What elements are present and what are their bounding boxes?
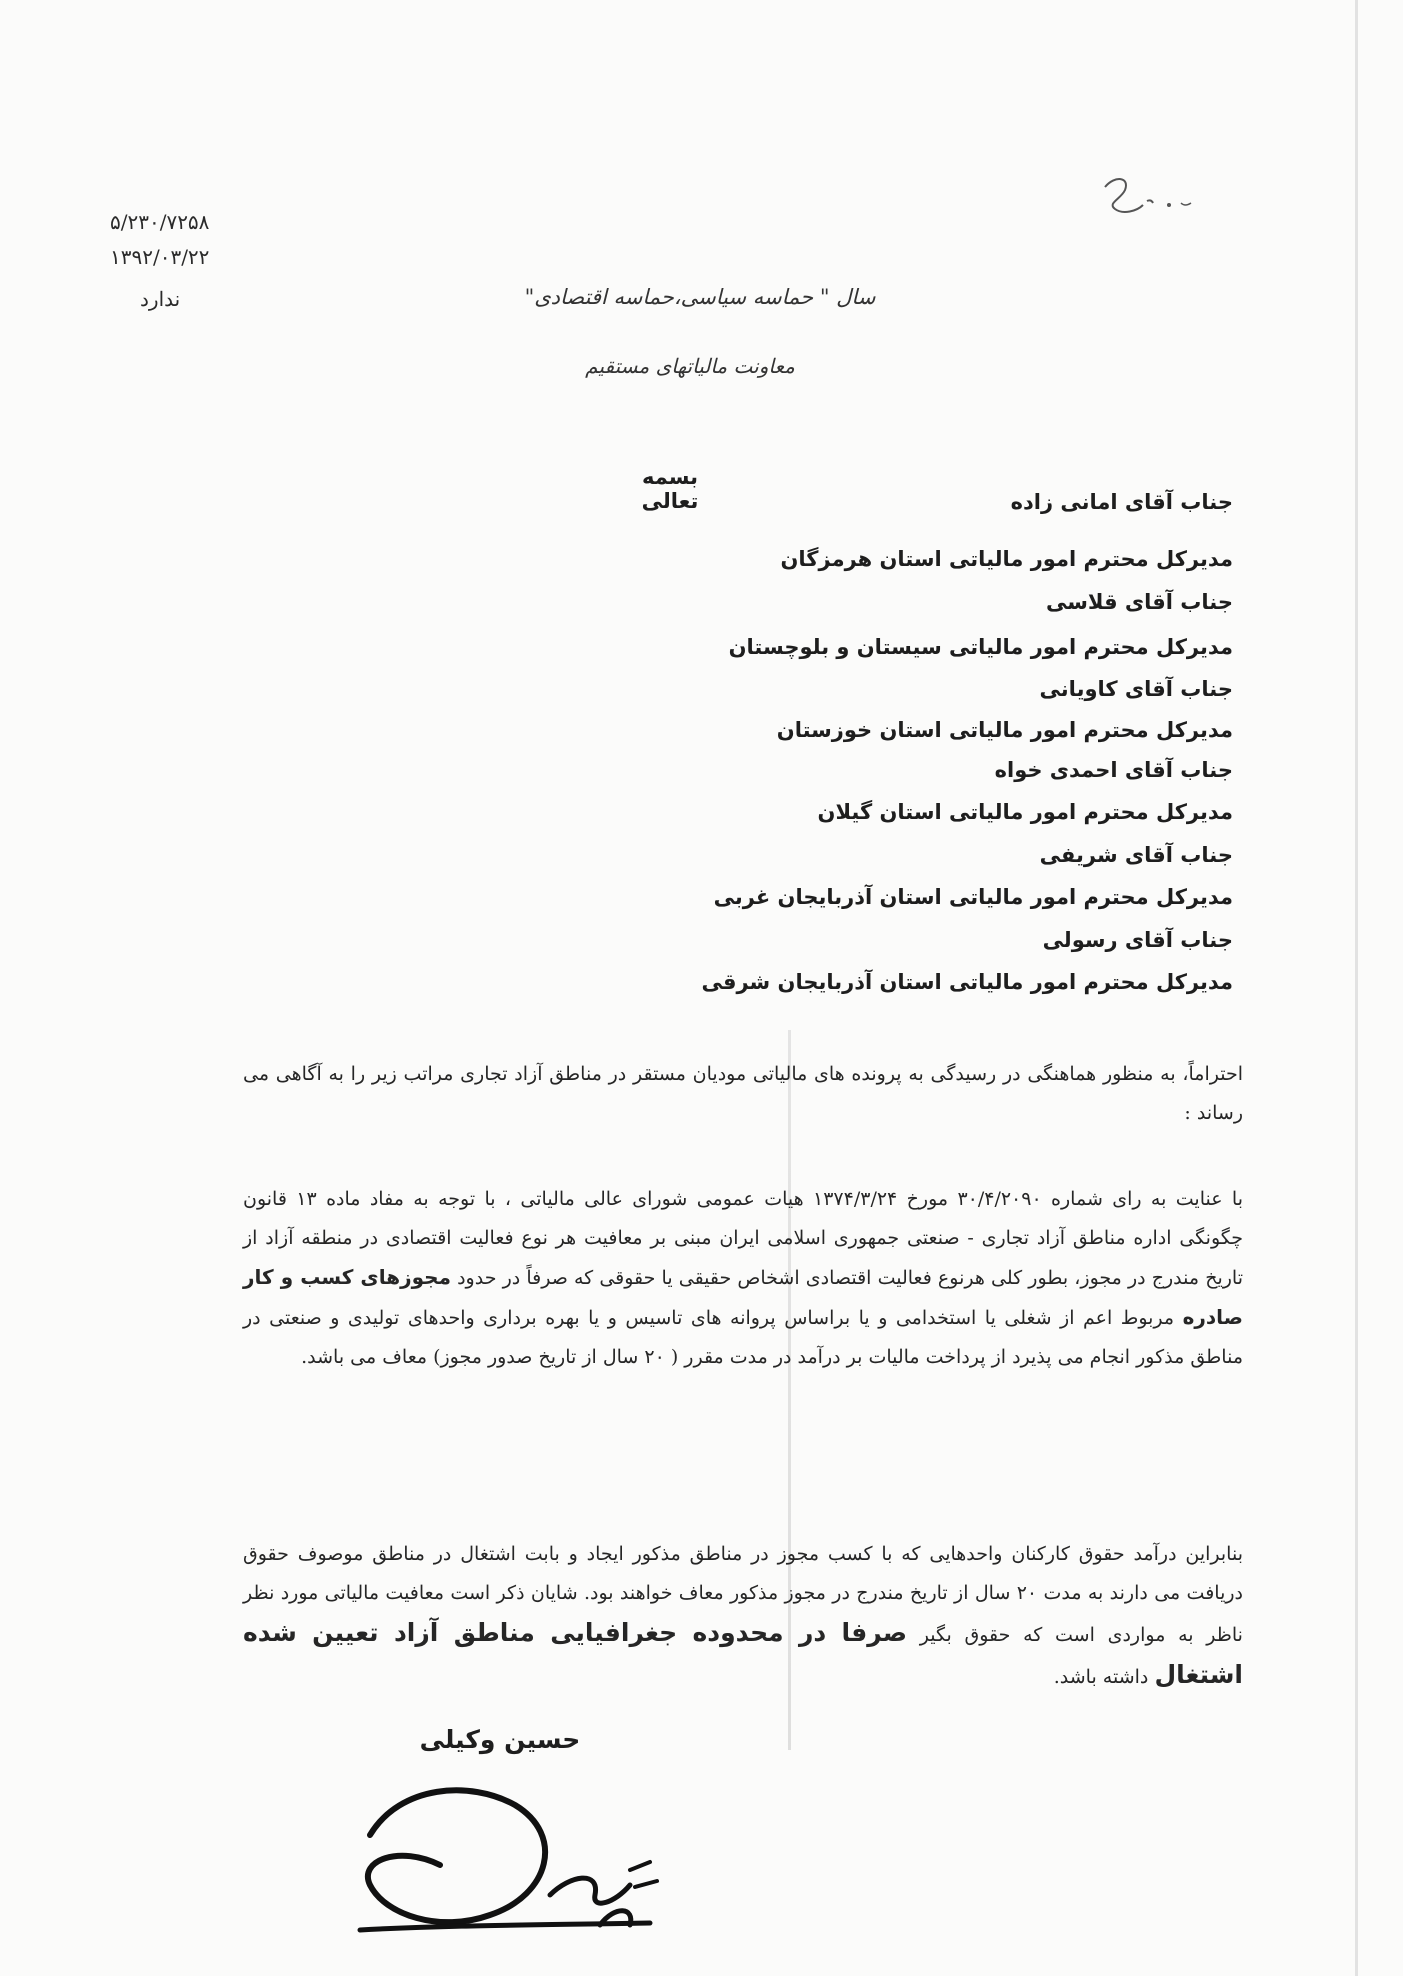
conclusion-text-start: بنابراین درآمد حقوق کارکنان واحدهایی که با کسب مجوز در مناطق مذکور ایجاد و بابت اشتغال در مناطق موصوف حقوق دریافت می دارند به مدت ۲۰ سال از تاریخ مندرج در مجوز مذکور معاف خواهند بود. شایان ذکر است معافیت مالیاتی مورد نظر ناظر به مواردی است که حقوق بگیر bbox=[243, 1543, 1243, 1646]
recipient-line: مدیرکل محترم امور مالیاتی استان خوزستان bbox=[776, 718, 1233, 742]
ruling-emphasis: مجوزهای کسب و کار صادره bbox=[243, 1265, 1243, 1329]
recipient-line: مدیرکل محترم امور مالیاتی سیستان و بلوچستان bbox=[728, 635, 1233, 659]
basmala-heading: بسمه تعالی bbox=[641, 465, 699, 513]
body-paragraph-ruling bbox=[243, 1180, 1243, 1377]
recipient-line: جناب آقای رسولی bbox=[1042, 928, 1233, 952]
letter-date: ۱۳۹۲/۰۳/۲۲ bbox=[110, 245, 210, 269]
recipient-line: مدیرکل محترم امور مالیاتی استان هرمزگان bbox=[780, 547, 1233, 571]
recipient-line: مدیرکل محترم امور مالیاتی استان آذربایجان شرقی bbox=[701, 970, 1233, 994]
department-title: معاونت مالیاتهای مستقیم bbox=[585, 354, 795, 378]
recipient-line: جناب آقای شریفی bbox=[1039, 843, 1233, 867]
signer-name: حسین وکیلی bbox=[419, 1725, 581, 1754]
recipient-line: مدیرکل محترم امور مالیاتی استان آذربایجان غربی bbox=[713, 885, 1233, 909]
body-paragraph-conclusion bbox=[243, 1535, 1243, 1697]
ruling-text-start: با عنایت به رای شماره ۳۰/۴/۲۰۹۰ مورخ ۱۳۷۴/۳/۲۴ هیات عمومی شورای عالی مالیاتی ، با توجه به مفاد ماده ۱۳ قانون چگونگی اداره مناطق آزاد تجاری - صنعتی جمهوری اسلامی ایران مبنی بر معافیت هر نوع فعالیت اقتصادی در منطقه آزاد از تاریخ مندرج در مجوز، بطور کلی هرنوع فعالیت اقتصادی اشخاص حقیقی یا حقوقی که صرفاً در حدود bbox=[243, 1188, 1244, 1289]
handwritten-signature-icon bbox=[330, 1775, 710, 1955]
letter-number: ۵/۲۳۰/۷۲۵۸ bbox=[110, 210, 210, 234]
recipient-line: جناب آقای قلاسی bbox=[1046, 590, 1233, 614]
year-motto: سال " حماسه سیاسی،حماسه اقتصادی" bbox=[524, 285, 876, 309]
body-paragraph-intro: احتراماً، به منظور هماهنگی در رسیدگی به پرونده های مالیاتی مودیان مستقر در مناطق آزاد تجاری مراتب زیر را به آگاهی می رساند : bbox=[243, 1063, 1243, 1124]
recipient-line: جناب آقای احمدی خواه bbox=[994, 758, 1233, 782]
conclusion-emphasis: صرفا در محدوده جغرافیایی مناطق آزاد تعیین شده اشتغال bbox=[243, 1618, 1243, 1689]
scan-edge-shadow bbox=[1355, 0, 1358, 1976]
recipient-line: مدیرکل محترم امور مالیاتی استان گیلان bbox=[817, 800, 1233, 824]
recipient-line: جناب آقای کاویانی bbox=[1039, 677, 1233, 701]
recipient-line: جناب آقای امانی زاده bbox=[1010, 490, 1233, 514]
handwritten-mark-icon bbox=[1085, 165, 1205, 225]
attachment-value: ندارد bbox=[140, 287, 181, 311]
conclusion-text-end: داشته باشد. bbox=[1053, 1666, 1149, 1688]
ruling-text-end: مربوط اعم از شغلی یا استخدامی و یا براساس پروانه های تاسیس و یا بهره برداری واحدهای تولیدی و صنعتی در مناطق مذکور انجام می پذیرد از پرداخت مالیات بر درآمد در مدت مقرر ( ۲۰ سال از تاریخ صدور مجوز) معاف می باشد. bbox=[243, 1307, 1243, 1368]
